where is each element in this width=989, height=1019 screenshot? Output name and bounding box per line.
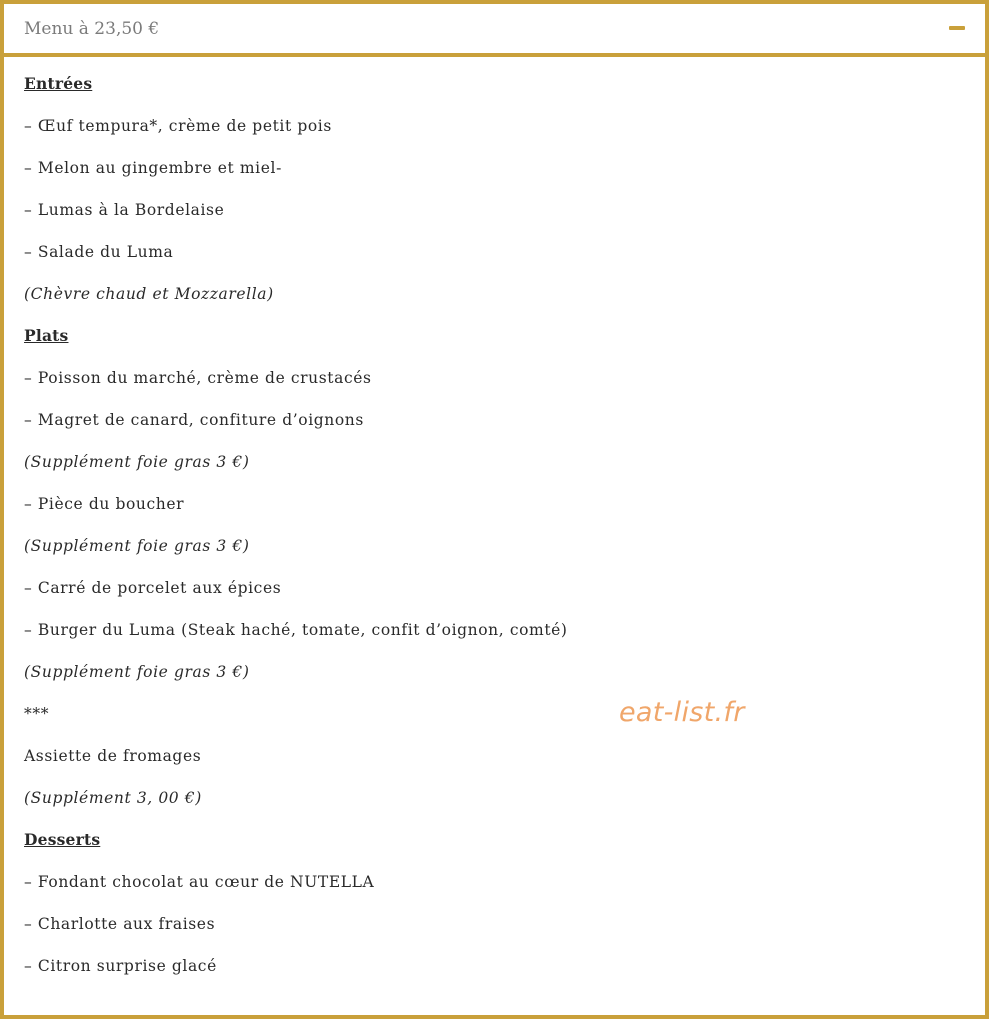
separator: *** [24, 705, 50, 723]
minus-icon[interactable] [949, 26, 965, 30]
menu-item: – Fondant chocolat au cœur de NUTELLA [24, 873, 375, 891]
accordion-header[interactable] [0, 0, 989, 57]
menu-item: – Burger du Luma (Steak haché, tomate, confit d’oignon, comté) [24, 621, 568, 639]
menu-item: – Melon au gingembre et miel- [24, 159, 282, 177]
menu-item: – Œuf tempura*, crème de petit pois [24, 117, 332, 135]
menu-item-note: (Supplément foie gras 3 €) [24, 537, 250, 555]
menu-item: – Magret de canard, confiture d’oignons [24, 411, 364, 429]
menu-item-note: (Supplément 3, 00 €) [24, 789, 202, 807]
watermark: eat-list.fr [619, 697, 745, 728]
menu-item-note: (Supplément foie gras 3 €) [24, 453, 250, 471]
menu-item: – Poisson du marché, crème de crustacés [24, 369, 372, 387]
menu-item: – Salade du Luma [24, 243, 174, 261]
menu-item: – Lumas à la Bordelaise [24, 201, 225, 219]
menu-item: – Carré de porcelet aux épices [24, 579, 282, 597]
menu-item: – Pièce du boucher [24, 495, 185, 513]
accordion-body [0, 57, 989, 1019]
menu-item-note: (Supplément foie gras 3 €) [24, 663, 250, 681]
menu-item: – Charlotte aux fraises [24, 915, 216, 933]
section-heading-desserts: Desserts [24, 830, 101, 849]
accordion-title: Menu à 23,50 € [24, 19, 160, 39]
menu-item: Assiette de fromages [24, 747, 202, 765]
menu-item-note: (Chèvre chaud et Mozzarella) [24, 285, 274, 303]
section-heading-plats: Plats [24, 326, 69, 345]
menu-item: – Citron surprise glacé [24, 957, 217, 975]
section-heading-entrees: Entrées [24, 74, 93, 93]
